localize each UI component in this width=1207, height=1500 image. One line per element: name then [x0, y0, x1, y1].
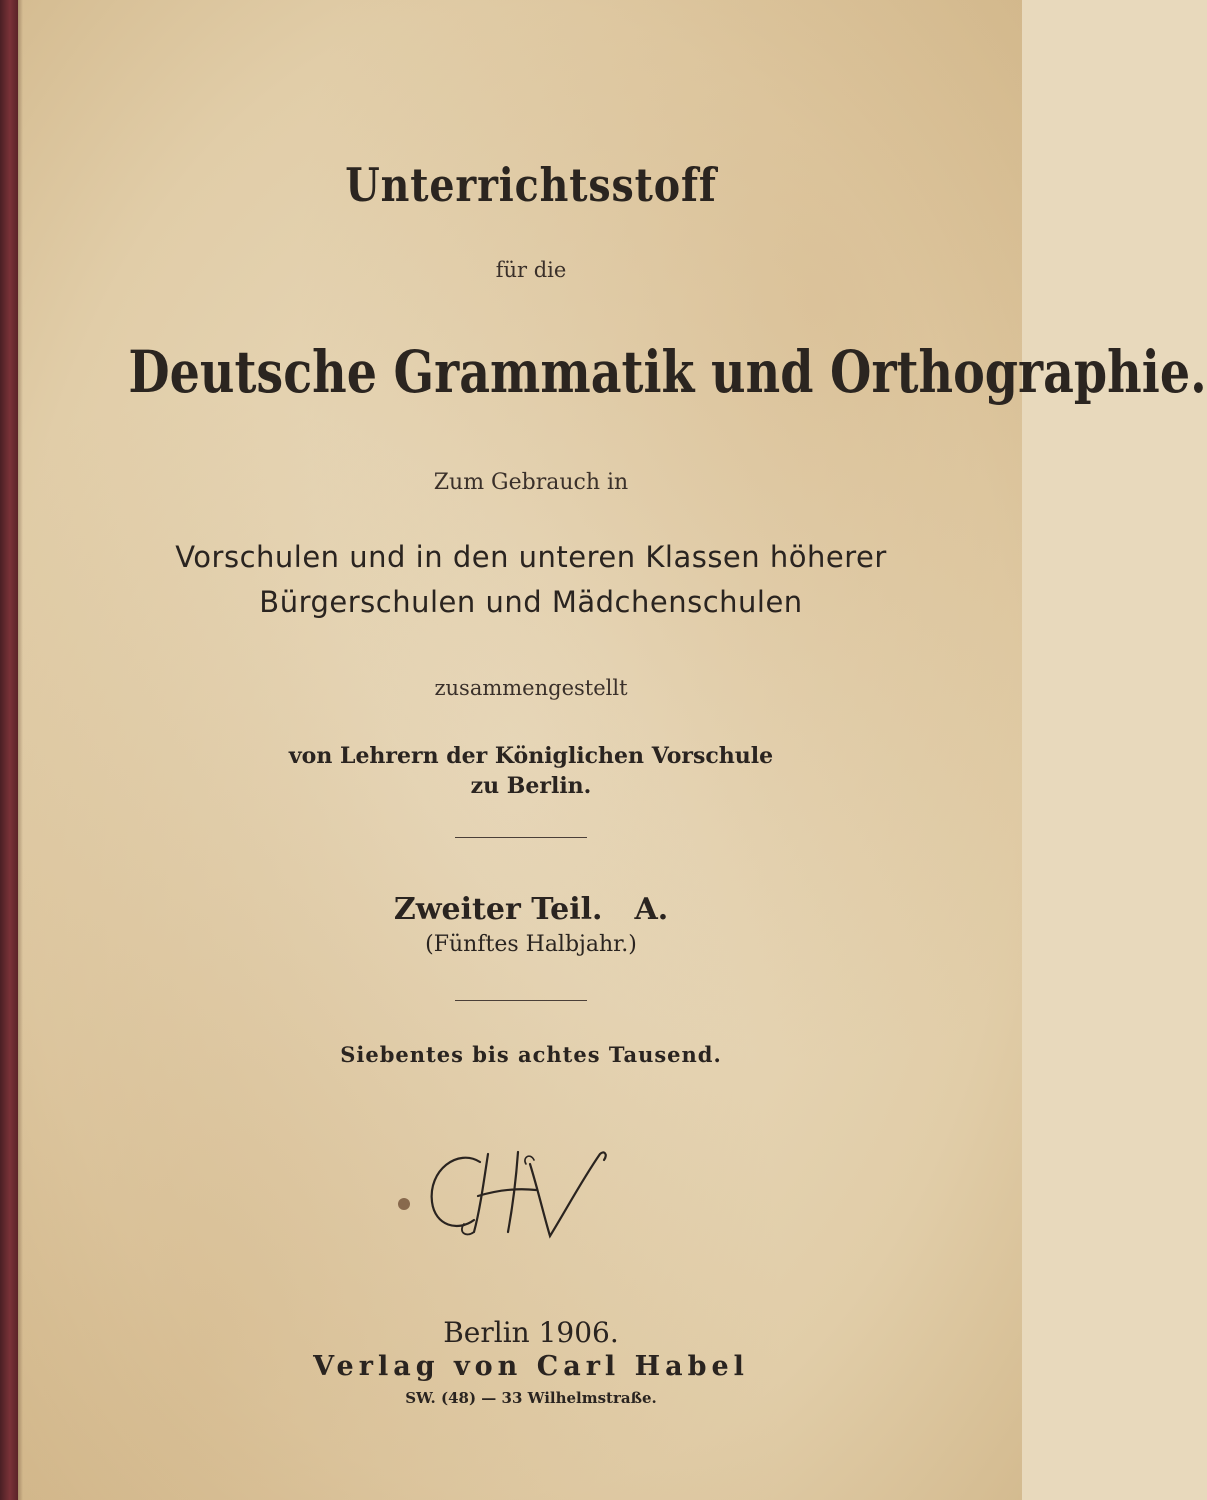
edition-label: Siebentes bis achtes Tausend. [340, 1042, 722, 1067]
cover-title: Unterrichtsstoff [345, 158, 717, 212]
semester-label: (Fünftes Halbjahr.) [425, 932, 637, 957]
part-letter: A. [634, 892, 669, 927]
divider-rule-bottom [455, 1000, 587, 1001]
divider-rule-top [455, 837, 587, 838]
for-the-label: für die [495, 258, 567, 282]
schools-line-1: Vorschulen und in den unteren Klassen höherer [175, 540, 887, 574]
spine-shadow [18, 0, 23, 1500]
ink-stain [398, 1198, 410, 1210]
main-title: Deutsche Grammatik und Orthographie. [128, 338, 1207, 406]
schools-line-2: Bürgerschulen und Mädchenschulen [259, 585, 803, 619]
part-label: Zweiter Teil. [393, 892, 603, 927]
place-and-year: Berlin 1906. [443, 1316, 619, 1349]
compiled-label: zusammengestellt [434, 676, 628, 700]
authors-line-2: zu Berlin. [470, 773, 592, 799]
publisher-name: Verlag von Carl Habel [313, 1351, 749, 1382]
part-heading [40, 892, 1022, 927]
publisher-address: SW. (48) — 33 Wilhelmstraße. [405, 1389, 657, 1407]
handwritten-monogram [418, 1140, 618, 1250]
usage-label: Zum Gebrauch in [433, 470, 629, 495]
authors-line-1: von Lehrern der Königlichen Vorschule [288, 743, 774, 769]
book-spine [0, 0, 18, 1500]
